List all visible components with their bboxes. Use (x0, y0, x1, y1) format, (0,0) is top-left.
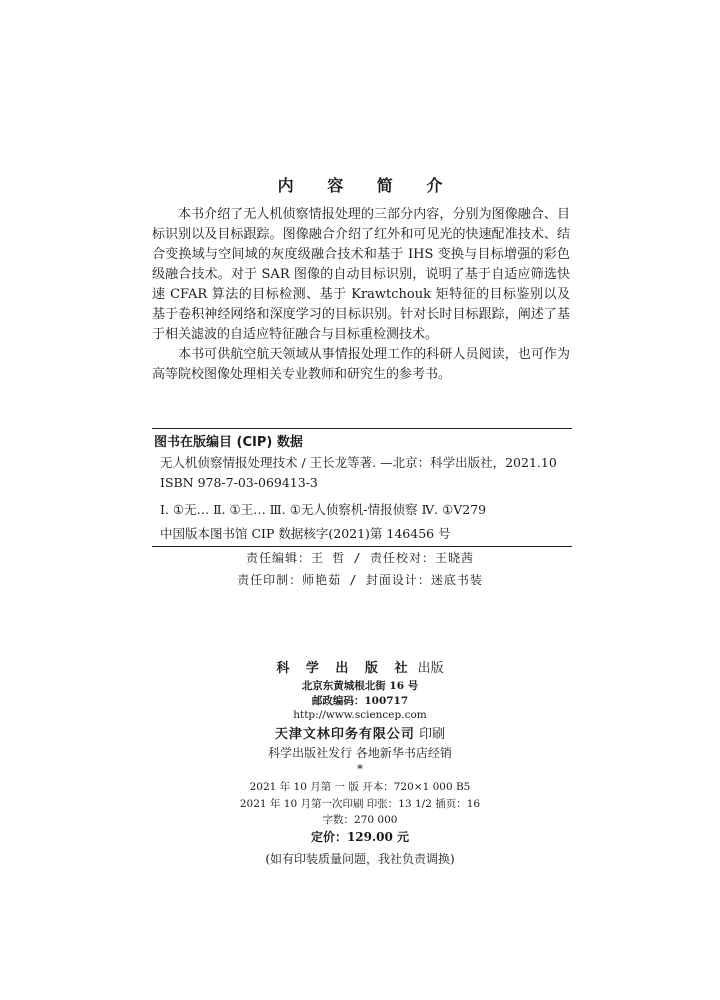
production-credits: 责任印制：师艳茹 / 封面设计：迷底书装 (237, 573, 483, 587)
section-title: 内 容 简 介 (277, 176, 457, 195)
distribution-line: 科学出版社发行 各地新华书店经销 (268, 746, 452, 760)
cip-record-number: 中国版本图书馆 CIP 数据核字(2021)第 146456 号 (160, 526, 451, 541)
word-count: 字数：270 000 (322, 814, 398, 826)
publisher-postcode: 邮政编码：100717 (311, 695, 409, 707)
cip-bibliographic-line: 无人机侦察情报处理技术 / 王长龙等著. —北京：科学出版社，2021.10 (160, 455, 557, 470)
publisher-line (0, 657, 720, 676)
cip-title: 图书在版编目 (CIP) 数据 (154, 435, 303, 450)
publisher-suffix: 出版 (417, 661, 444, 676)
quality-notice: (如有印装质量问题，我社负责调换) (265, 852, 455, 866)
price: 定价：129.00 元 (310, 830, 410, 844)
cip-classification: Ⅰ. ①无… Ⅱ. ①王… Ⅲ. ①无人侦察机-情报侦察 Ⅳ. ①V279 (160, 502, 487, 517)
cip-bottom-rule (152, 546, 572, 547)
cip-isbn: ISBN 978-7-03-069413-3 (160, 475, 318, 490)
cip-top-rule (152, 428, 572, 429)
printer-logo: 天津文林印务有限公司 (274, 727, 415, 742)
abstract (152, 205, 570, 385)
printing-line: 2021 年 10 月第一次印刷 印张：13 1/2 插页：16 (239, 798, 481, 810)
printer-line (0, 723, 720, 742)
publisher-logo: 科 学 出 版 社 (276, 661, 414, 676)
printer-suffix: 印刷 (419, 727, 446, 742)
publisher-address: 北京东黄城根北街 16 号 (301, 680, 419, 692)
publisher-url: http://www.sciencep.com (293, 709, 427, 721)
editor-credits: 责任编辑：王 哲 / 责任校对：王晓茜 (246, 551, 474, 565)
edition-line: 2021 年 10 月第 一 版 开本：720×1 000 B5 (249, 781, 471, 793)
separator-star: * (357, 762, 363, 776)
abstract-paragraph-1: 本书介绍了无人机侦察情报处理的三部分内容，分别为图像融合、目标识别以及目标跟踪。图像融合介绍了红外和可见光的快速配准技术、结合变换域与空间域的灰度级融合技术和基于 IHS 变换与目标增强的彩色级融合技术。对于 SAR 图像的自动目标识别，说明了基于自适应筛选快速 CFAR 算法的目标检测、基于 Krawtchouk 矩特征的目标鉴别以及基于卷积神经网络和深度学习的目标识别。针对长时目标跟踪，阐述了基于相关滤波的自适应特征融合与目标重检测技术。 (152, 207, 570, 342)
abstract-paragraph-2: 本书可供航空航天领域从事情报处理工作的科研人员阅读，也可作为高等院校图像处理相关专业教师和研究生的参考书。 (152, 347, 570, 382)
